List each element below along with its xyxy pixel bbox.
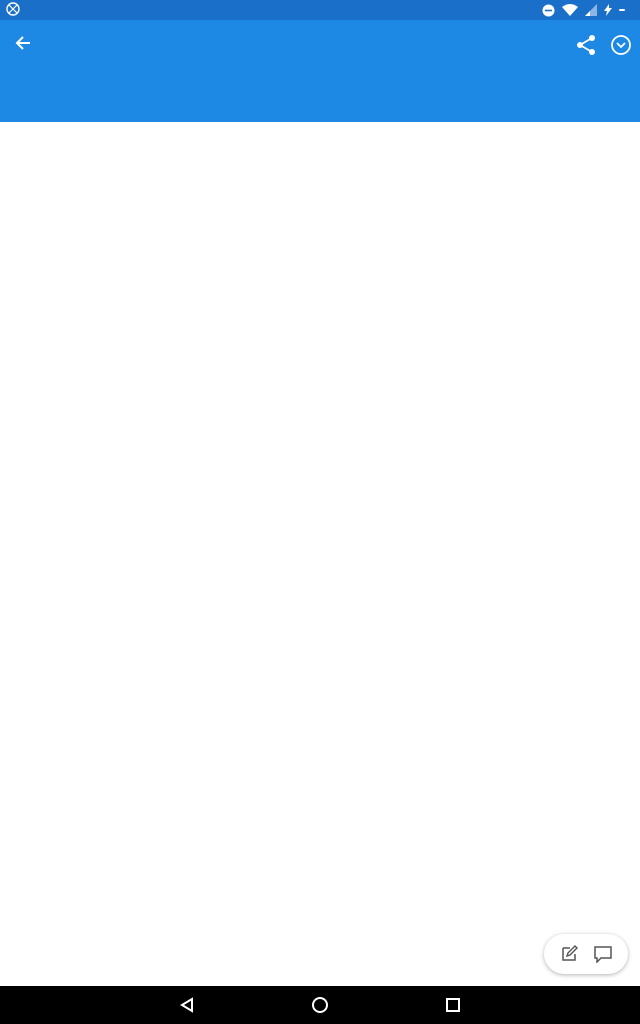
dnd-icon	[542, 4, 555, 17]
more-options-button[interactable]	[609, 33, 633, 57]
signal-icon	[585, 4, 597, 16]
tab-tabelle2[interactable]	[20, 86, 40, 108]
status-bar-right	[542, 4, 634, 17]
floating-actions	[544, 934, 628, 974]
wifi-icon	[562, 4, 578, 16]
sheet-tabs	[0, 86, 60, 108]
system-nav-bar	[0, 986, 640, 1024]
edit-icon[interactable]	[557, 942, 581, 966]
triangle-back-icon[interactable]	[175, 993, 199, 1017]
no-disturb-icon	[6, 2, 20, 19]
arrow-left-icon	[15, 35, 31, 55]
share-icon	[574, 42, 598, 61]
app-bar	[0, 20, 640, 122]
charging-icon	[604, 4, 612, 16]
square-recent-icon[interactable]	[441, 993, 465, 1017]
comment-icon[interactable]	[591, 942, 615, 966]
circle-home-icon[interactable]	[308, 993, 332, 1017]
battery-indicator	[619, 9, 625, 11]
tab-tabelle3[interactable]	[40, 86, 60, 108]
spreadsheet-grid[interactable]	[0, 122, 640, 986]
share-button[interactable]	[574, 33, 598, 57]
tab-tabelle1[interactable]	[0, 86, 20, 108]
back-button[interactable]	[10, 32, 36, 58]
chevron-down-circle-icon	[609, 42, 633, 61]
status-bar-left	[6, 2, 20, 19]
status-bar	[0, 0, 640, 20]
